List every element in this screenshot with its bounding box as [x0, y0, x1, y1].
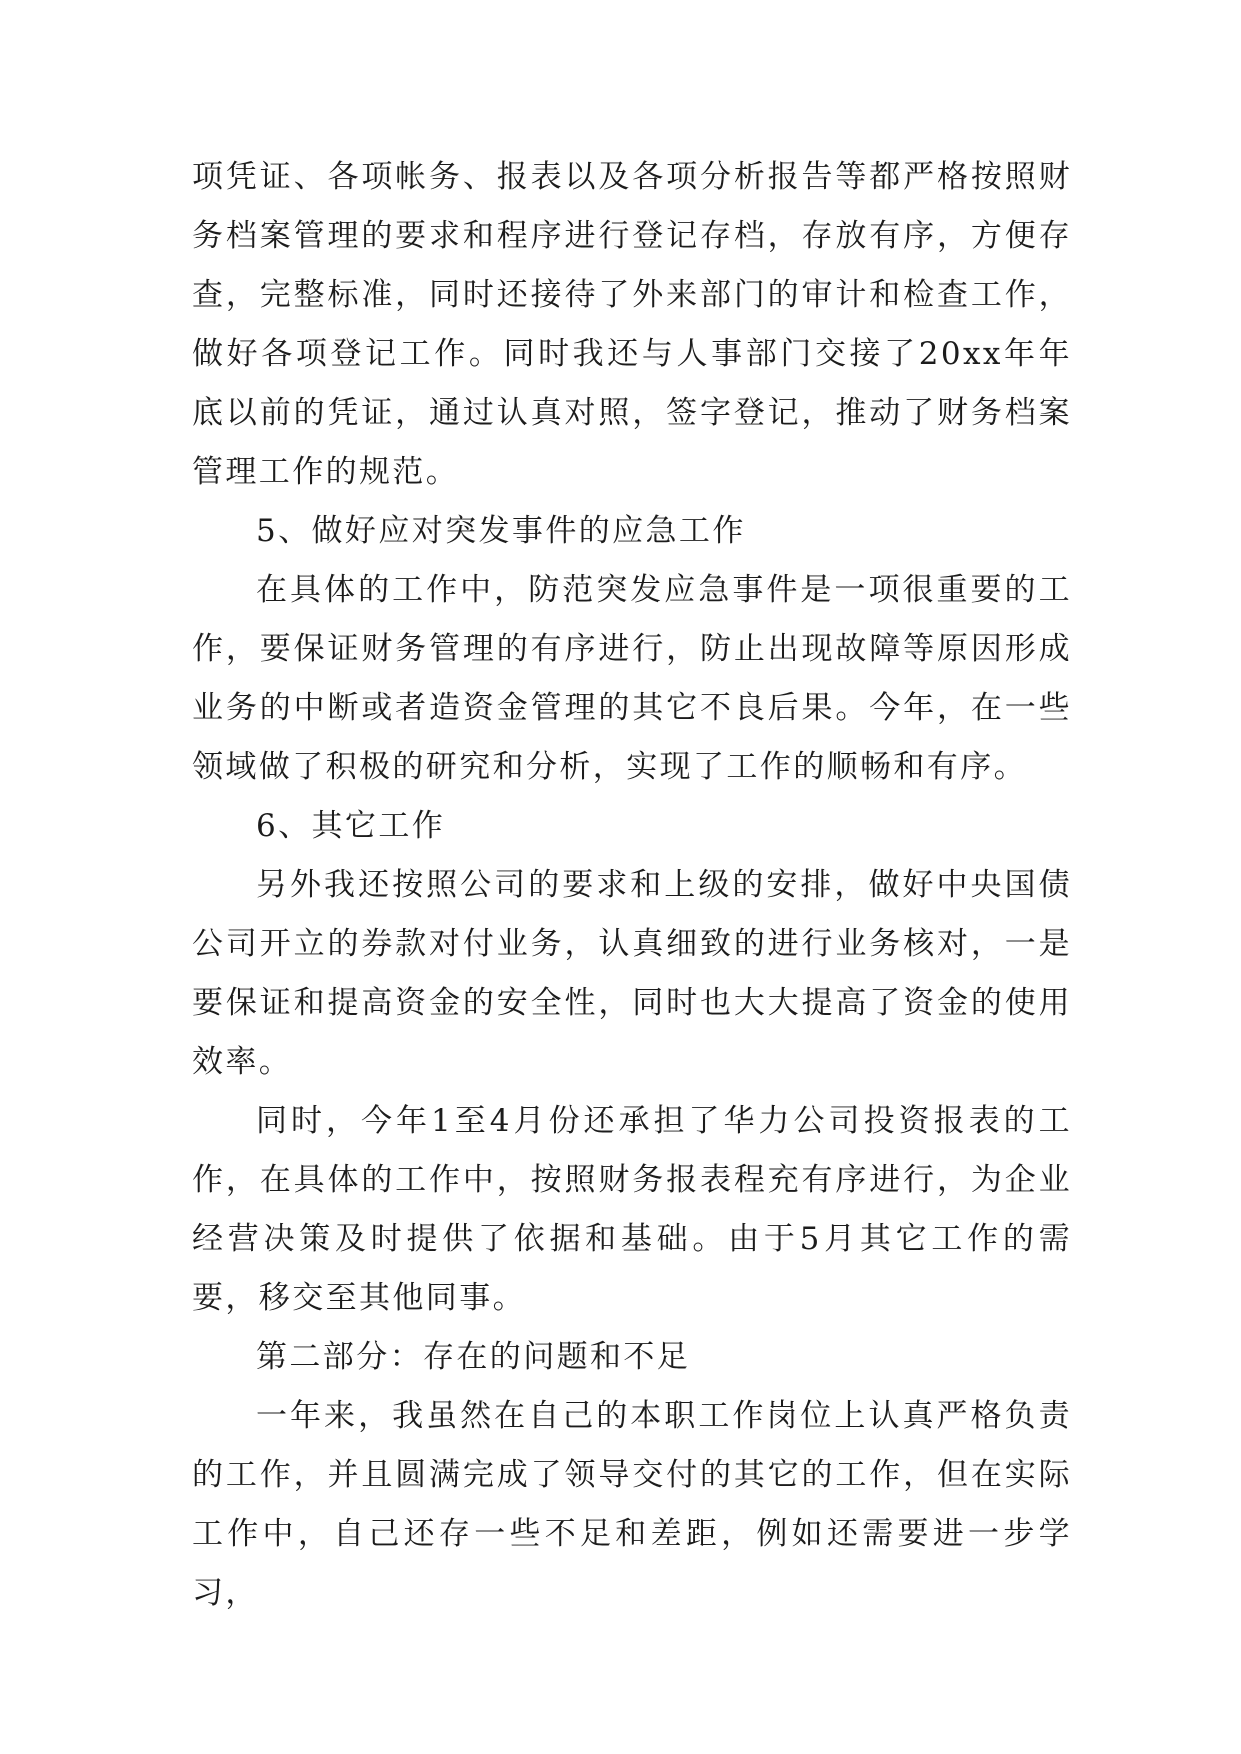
heading-other-work: 6、其它工作 — [256, 808, 446, 844]
paragraph-other-work: 另外我还按照公司的要求和上级的安排，做好中央国债公司开立的券款对付业务，认真细致的进行业务核对，一是要保证和提高资金的安全性，同时也大大提高了资金的使用效率。 — [192, 867, 1072, 1080]
heading-emergency-work: 5、做好应对突发事件的应急工作 — [256, 513, 746, 549]
paragraph-investment-report: 同时，今年1至4月份还承担了华力公司投资报表的工作，在具体的工作中，按照财务报表程充有序进行，为企业经营决策及时提供了依据和基础。由于5月其它工作的需要，移交至其他同事。 — [192, 1103, 1072, 1316]
document-body — [192, 148, 1072, 1623]
paragraph-shortcomings: 一年来，我虽然在自己的本职工作岗位上认真严格负责的工作，并且圆满完成了领导交付的其它的工作，但在实际工作中，自己还存一些不足和差距，例如还需要进一步学习， — [192, 1398, 1072, 1611]
heading-part-two: 第二部分：存在的问题和不足 — [256, 1339, 691, 1375]
paragraph-emergency-work: 在具体的工作中，防范突发应急事件是一项很重要的工作，要保证财务管理的有序进行，防止出现故障等原因形成业务的中断或者造资金管理的其它不良后果。今年，在一些领域做了积极的研究和分析，实现了工作的顺畅和有序。 — [192, 572, 1072, 785]
paragraph-archive-management: 项凭证、各项帐务、报表以及各项分析报告等都严格按照财务档案管理的要求和程序进行登记存档，存放有序，方便存查，完整标准，同时还接待了外来部门的审计和检查工作，做好各项登记工作。同时我还与人事部门交接了20xx年年底以前的凭证，通过认真对照，签字登记，推动了财务档案管理工作的规范。 — [192, 159, 1072, 490]
